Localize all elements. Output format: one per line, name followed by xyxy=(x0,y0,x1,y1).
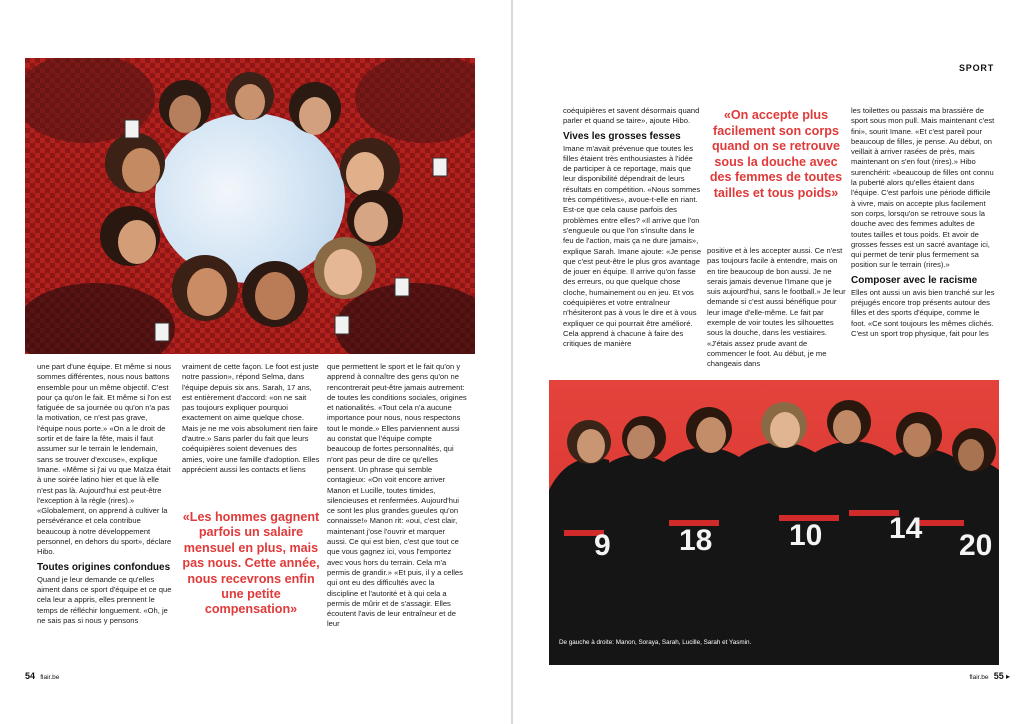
photo-caption: De gauche à droite: Manon, Soraya, Sarah, Lucille, Sarah et Yasmin. xyxy=(559,639,752,646)
left-page xyxy=(0,0,511,724)
section-label: SPORT xyxy=(958,63,994,73)
left-column-2 xyxy=(182,362,320,475)
right-column-3 xyxy=(851,106,995,339)
jersey-number: 18 xyxy=(679,524,713,557)
body-text: Quand je leur demande ce qu'elles aiment dans ce sport d'équipe et ce que cela leur a appris, elles prennent le temps de réfléchir longuement. «Oh, je ne sais pas si nous y pensons xyxy=(37,574,172,625)
subheading: Vives les grosses fesses xyxy=(563,130,681,142)
right-column-1 xyxy=(563,106,703,350)
body-text: les toilettes ou passais ma brassière de sport sous mon pull. Mais maintenant c'est fini», sourit Imane. «Et c'est pareil pour beaucoup de filles, je pense. Au début, on veillait à arriver rasées de près, mais maintenant on s'en fout (rires).» Hibo surenchérit: «beaucoup de filles ont connu la puberté alors qu'elles étaient dans l'équipe. C'est parfois une période difficile à vivre, mais on accepte plus facilement son corps, lorsqu'on se retrouve sous la douche avec des femmes adultes de toutes tailles et tous poids. Et avoir de grosses fesses est un sacré avantage ici, qui permet de tenir plus fermement sa position sur le terrain (rires).» xyxy=(851,106,995,270)
brand-mark: flair.be xyxy=(969,674,989,681)
pull-quote: «Les hommes gagnent parfois un salaire mensuel en plus, mais pas nous. Cette année, nous recevrons enfin une petite compensation» xyxy=(182,510,320,617)
page-number: 54 xyxy=(25,671,36,681)
subheading: Toutes origines confondues xyxy=(37,561,171,573)
huddle-illustration xyxy=(25,58,475,354)
jersey-number: 10 xyxy=(789,519,823,552)
jersey-number: 9 xyxy=(594,529,611,562)
page-number-right xyxy=(966,671,1010,681)
arrow-right-icon: ▸ xyxy=(1005,672,1010,681)
jersey-number: 20 xyxy=(959,529,993,562)
team-hug-illustration xyxy=(549,380,999,665)
page-number-left xyxy=(25,671,62,681)
brand-mark: flair.be xyxy=(40,674,60,681)
body-text: coéquipières et savent désormais quand parler et quand se taire», ajoute Hibo. xyxy=(563,106,700,126)
right-column-2 xyxy=(707,246,847,370)
body-text: vraiment de cette façon. Le foot est juste notre passion», répond Selma, dans l'équipe depuis six ans. Sarah, 17 ans, est entièrement d'accord: «on ne sait pas toujours expliquer pourquoi exactement on aime quelque chose. Mais je ne me vois absolument rien faire d'autre.» Sans parler du fait que leurs coéquipières soient devenues des amies, voire une famille d'adoption. Elles apprécient aussi les contacts et liens xyxy=(182,362,320,474)
body-text: Imane m'avait prévenue que toutes les filles étaient très enthousiastes à l'idée de participer à ce reportage, mais que leur disponibilité dépendrait de leurs résultats en compétition. «Nous sommes très compétitives», avoue-t-elle en riant. Est-ce que cela cause parfois des problèmes entre elles? «Il arrive que l'on s'engueule ou que l'on s'insulte dans le feu de l'action, mais ça ne dure jamais», explique Sarah. Imane ajoute: «Je pense que c'est peut-être le plus gros avantage de jouer en équipe. Il arrive qu'on fasse des erreurs, ou que quelque chose cloche, humainement ou en jeu. Et vos coéquipières et votre entraîneur n'hésiteront pas à vous le dire et à vous expliquer ce qui pourrait être amélioré. Cela apprend à chacune à faire des critiques de manière xyxy=(563,143,702,349)
pull-quote: «On accepte plus facilement son corps quand on se retrouve sous la douche avec des femmes de toutes tailles et tous poids» xyxy=(709,108,843,200)
team-huddle-photo xyxy=(25,58,475,354)
body-text: une part d'une équipe. Et même si nous sommes différentes, nous nous battons ensemble pour un même objectif. C'est pour ça qu'on le fait. Et même si l'on est fatiguée de sa journée ou qu'on n'a pas la motivation, ce n'est pas grave, l'équipe nous porte.» «On a le droit de sortir et de faire la fête, mais il faut assumer sur le terrain le lendemain, sans se trouver d'excuse», explique Imane. «Même si j'ai vu que Maïza était à une soirée latino hier et que là elle n'est pas là. Aujourd'hui est peut-être l'exception à la règle (rires).» «Globalement, on apprend à cultiver la persévérance et cela contribue beaucoup à notre développement personnel, en dehors du sport», déclare Hibo. xyxy=(37,362,172,557)
body-text: que permettent le sport et le fait qu'on y apprend à connaître des gens qu'on ne rencontrerait peut-être jamais autrement: de toutes les conditions sociales, origines et nationalités. «Tout cela n'a aucune importance pour nous, nous respectons tout le monde.» Elles parviennent aussi au constat que l'équipe compte beaucoup de fortes personnalités, qui n'ont pas peur de dire ce qu'elles pensent. Un phrase qui semble contagieux: «On voit encore arriver Manon et Lucille, toutes timides, silencieuses et renfermées. Aujourd'hui ce sont les plus grandes gueules qu'on connaisse!» Manon rit: «oui, c'est clair, maintenant j'ose l'ouvrir et marquer aussi. Ce qui est bien, c'est que tout ce que vous gagnez ici, vous l'emportez avec vous hors du terrain. Cela m'a permis de grandir.» «Et puis, il y a celles qui ont eu des difficultés avec la discipline et l'autorité et à qui cela a permis de mûrir et de s'assagir. Elles écoutent l'avis de leur entraîneur et de leur xyxy=(327,362,467,629)
left-column-3 xyxy=(327,362,467,630)
jersey-number: 14 xyxy=(889,512,923,545)
team-hug-photo xyxy=(549,380,999,665)
subheading: Composer avec le racisme xyxy=(851,274,978,286)
body-text: Elles ont aussi un avis bien tranché sur les préjugés encore trop présents autour des filles et des sports d'équipe, comme le foot. «Ce sont toujours les mêmes clichés. C'est un sport trop physique, fait pour les xyxy=(851,287,995,338)
body-text: positive et à les accepter aussi. Ce n'est pas toujours facile à entendre, mais on en tire beaucoup de bon aussi. Je ne serais jamais devenue l'Imane que je suis aujourd'hui, sans le football.» Je leur demande si c'est aussi bénéfique pour leur image d'elle-même. Le fait par exemple de voir toutes les silhouettes sous la douche, dans les vestiaires. «J'étais assez prude avant de commencer le foot. Au début, je me changeais dans xyxy=(707,246,846,369)
left-column-1 xyxy=(37,362,175,626)
right-page xyxy=(513,0,1024,724)
page-number: 55 xyxy=(993,671,1004,681)
